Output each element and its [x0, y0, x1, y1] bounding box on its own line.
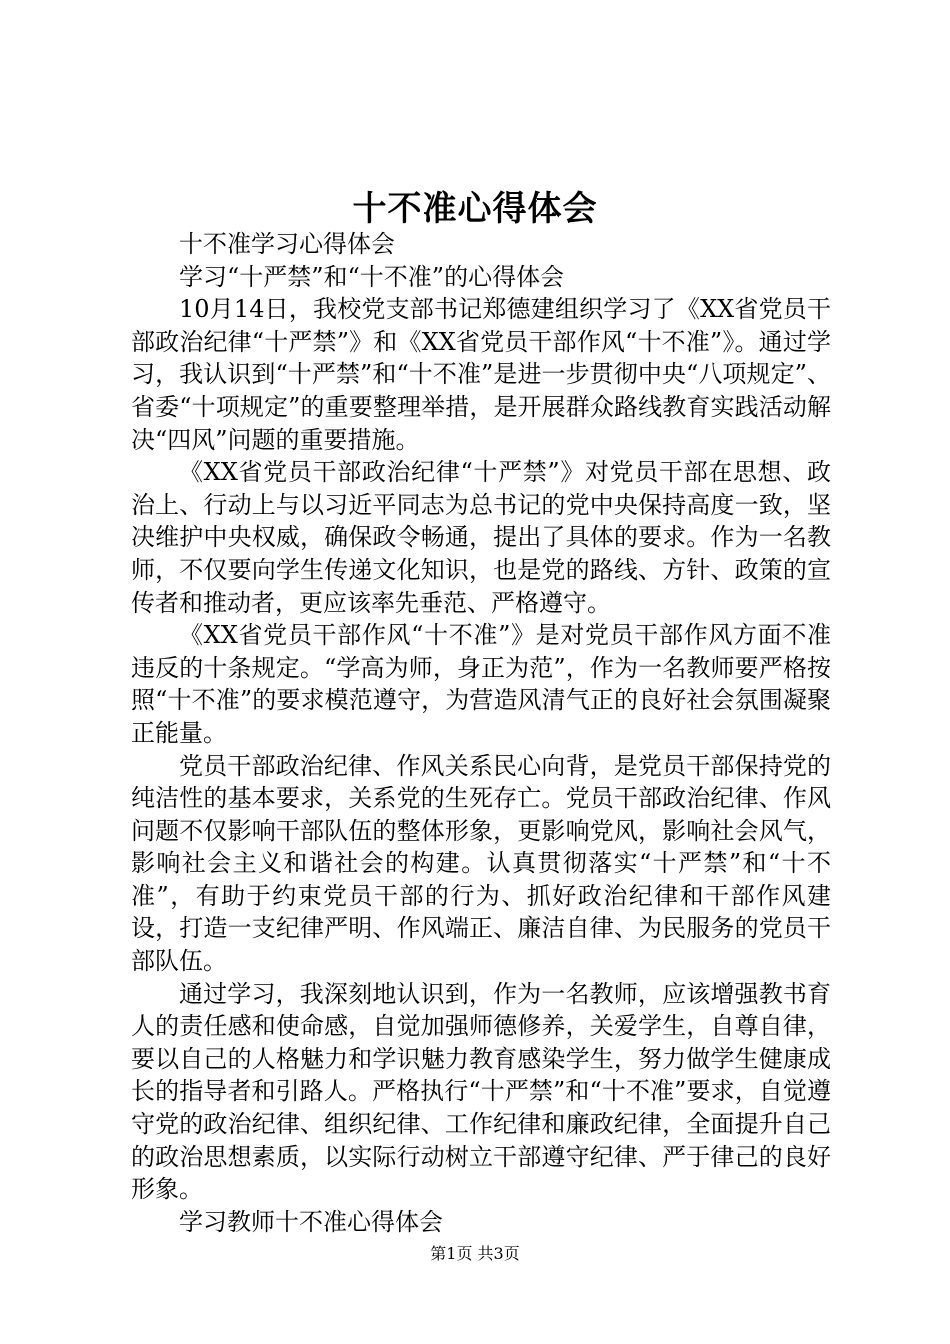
- paragraph-subtitle-2: 学习“十严禁”和“十不准”的心得体会: [179, 262, 565, 291]
- paragraph: 《XX省党员干部作风“十不准”》是对党员干部作风方面不准违反的十条规定。“学高为师，身正为范”，作为一名教师要严格按照“十不准”的要求模范遵守，为营造风清气正的良好社会氛围凝聚正能量。: [131, 621, 831, 747]
- paragraph-subtitle-1: 十不准学习心得体会: [179, 230, 395, 258]
- paragraph-subtitle-3: 学习教师十不准心得体会: [179, 1207, 443, 1236]
- paragraph: 通过学习，我深刻地认识到，作为一名教师，应该增强教书育人的责任感和使命感，自觉加强师德修养，关爱学生，自尊自律，要以自己的人格魅力和学识魅力教育感染学生，努力做学生健康成长的指导者和引路人。严格执行“十严禁”和“十不准”要求，自觉遵守党的政治纪律、组织纪律、工作纪律和廉政纪律，全面提升自己的政治思想素质，以实际行动树立干部遵守纪律、严于律己的良好形象。: [131, 979, 831, 1204]
- paragraph: 党员干部政治纪律、作风关系民心向背，是党员干部保持党的纯洁性的基本要求，关系党的生死存亡。党员干部政治纪律、作风问题不仅影响干部队伍的整体形象，更影响党风，影响社会风气，影响社会主义和谐社会的构建。认真贯彻落实“十严禁”和“十不准”，有助于约束党员干部的行为、抓好政治纪律和干部作风建设，打造一支纪律严明、作风端正、廉洁自律、为民服务的党员干部队伍。: [131, 751, 831, 976]
- paragraph: 10月14日，我校党支部书记郑德建组织学习了《XX省党员干部政治纪律“十严禁”》和《XX省党员干部作风“十不准”》。通过学习，我认识到“十严禁”和“十不准”是进一步贯彻中央“八项规定”、省委“十项规定”的重要整理举措，是开展群众路线教育实践活动解决“四风”问题的重要措施。: [131, 295, 831, 454]
- document-body: [131, 228, 831, 1238]
- document-title: 十不准心得体会: [352, 189, 598, 229]
- page-footer: 第1页 共3页: [430, 1244, 520, 1263]
- paragraph: 《XX省党员干部政治纪律“十严禁”》对党员干部在思想、政治上、行动上与以习近平同志为总书记的党中央保持高度一致，坚决维护中央权威，确保政令畅通，提出了具体的要求。作为一名教师，不仅要向学生传递文化知识，也是党的路线、方针、政策的宣传者和推动者，更应该率先垂范、严格遵守。: [131, 458, 831, 617]
